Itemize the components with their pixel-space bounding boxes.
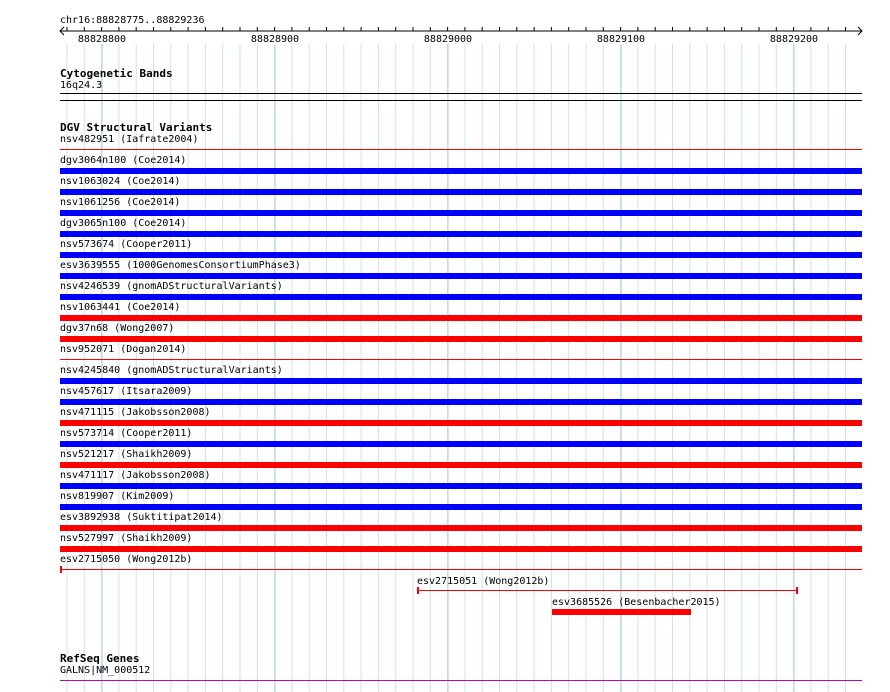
variant-feature[interactable] bbox=[60, 189, 862, 195]
variant-feature[interactable] bbox=[60, 294, 862, 300]
variant-feature[interactable] bbox=[60, 252, 862, 258]
variant-feature[interactable] bbox=[60, 359, 862, 360]
variant-label: nsv482951 (Iafrate2004) bbox=[60, 134, 199, 145]
variant-feature[interactable] bbox=[60, 546, 862, 552]
variant-label: nsv1063024 (Coe2014) bbox=[60, 176, 181, 187]
variant-label: dgv3065n100 (Coe2014) bbox=[60, 218, 187, 229]
variant-label: esv3639555 (1000GenomesConsortiumPhase3) bbox=[60, 260, 301, 271]
variant-feature[interactable] bbox=[60, 315, 862, 321]
variant-label: nsv573674 (Cooper2011) bbox=[60, 239, 193, 250]
ruler-tick-label: 88828900 bbox=[250, 34, 300, 45]
variant-label: nsv4245840 (gnomADStructuralVariants) bbox=[60, 365, 283, 376]
variant-label: nsv1063441 (Coe2014) bbox=[60, 302, 181, 313]
cytoband-track-title[interactable]: Cytogenetic Bands bbox=[60, 67, 173, 80]
cytoband-label: 16q24.3 bbox=[60, 80, 103, 91]
ruler-tick-label: 88829200 bbox=[769, 34, 819, 45]
variant-feature[interactable] bbox=[60, 168, 862, 174]
variant-label: nsv457617 (Itsara2009) bbox=[60, 386, 193, 397]
variant-label: nsv527997 (Shaikh2009) bbox=[60, 533, 193, 544]
variant-label: dgv3064n100 (Coe2014) bbox=[60, 155, 187, 166]
variant-feature[interactable] bbox=[60, 420, 862, 426]
ruler-tick-label: 88829100 bbox=[596, 34, 646, 45]
variant-feature[interactable] bbox=[60, 569, 862, 570]
dgv-track-title[interactable]: DGV Structural Variants bbox=[60, 121, 213, 134]
variant-label: nsv521217 (Shaikh2009) bbox=[60, 449, 193, 460]
variant-feature[interactable] bbox=[60, 378, 862, 384]
ruler-tick-label: 88828800 bbox=[77, 34, 127, 45]
variant-label: nsv952071 (Dogan2014) bbox=[60, 344, 187, 355]
variant-label: nsv471115 (Jakobsson2008) bbox=[60, 407, 211, 418]
variant-label: nsv573714 (Cooper2011) bbox=[60, 428, 193, 439]
variant-feature[interactable] bbox=[417, 590, 798, 591]
variant-feature[interactable] bbox=[60, 231, 862, 237]
variant-feature[interactable] bbox=[60, 504, 862, 510]
variant-label: nsv4246539 (gnomADStructuralVariants) bbox=[60, 281, 283, 292]
variant-end-mark bbox=[417, 587, 419, 594]
cytoband-line[interactable] bbox=[60, 93, 862, 94]
ruler-position: chr16:88828775..88829236 bbox=[60, 15, 205, 26]
variant-feature[interactable] bbox=[60, 210, 862, 216]
variant-feature[interactable] bbox=[60, 441, 862, 447]
variant-end-mark bbox=[60, 566, 62, 573]
variant-label: nsv819907 (Kim2009) bbox=[60, 491, 175, 502]
variant-feature[interactable] bbox=[60, 149, 862, 150]
variant-label: esv2715050 (Wong2012b) bbox=[60, 554, 193, 565]
variant-label: esv3685526 (Besenbacher2015) bbox=[552, 597, 721, 608]
variant-feature[interactable] bbox=[60, 336, 862, 342]
variant-end-mark bbox=[796, 587, 798, 594]
variant-label: dgv37n68 (Wong2007) bbox=[60, 323, 175, 334]
variant-label: nsv471117 (Jakobsson2008) bbox=[60, 470, 211, 481]
variant-feature[interactable] bbox=[552, 609, 691, 615]
variant-label: esv3892938 (Suktitipat2014) bbox=[60, 512, 223, 523]
variant-feature[interactable] bbox=[60, 399, 862, 405]
variant-feature[interactable] bbox=[60, 525, 862, 531]
gene-label: GALNS|NM_000512 bbox=[60, 665, 151, 676]
variant-feature[interactable] bbox=[60, 483, 862, 489]
ruler-tick-label: 88829000 bbox=[423, 34, 473, 45]
track-divider bbox=[60, 100, 862, 101]
variant-feature[interactable] bbox=[60, 273, 862, 279]
variant-label: esv2715051 (Wong2012b) bbox=[417, 576, 550, 587]
gene-feature[interactable] bbox=[60, 680, 862, 681]
variant-label: nsv1061256 (Coe2014) bbox=[60, 197, 181, 208]
refseq-track-title[interactable]: RefSeq Genes bbox=[60, 652, 140, 665]
variant-feature[interactable] bbox=[60, 462, 862, 468]
